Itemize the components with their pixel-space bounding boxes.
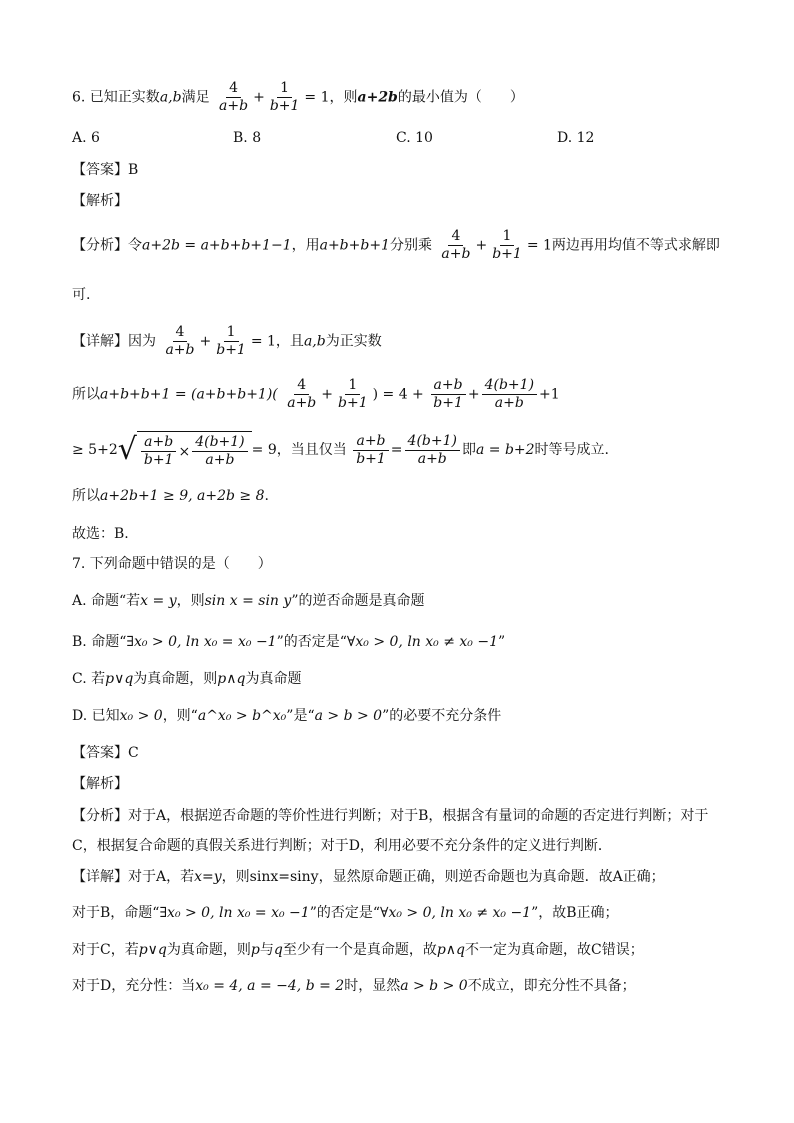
s2-pre: ≥ 5+2 (72, 442, 118, 458)
q7a-x: x = y (140, 593, 177, 609)
q7-option-d (72, 706, 501, 726)
xja-sin: sinx=siny (249, 869, 319, 885)
fenxi-frac-1: $\frac{4}{a+b}$ (441, 228, 471, 262)
xja-2: ，则 (221, 869, 250, 885)
xjc-3: 与 (259, 942, 274, 958)
xj-frac-1: $\frac{4}{a+b}$ (165, 324, 195, 358)
xj-frac-2: $\frac{1}{b+1}$ (216, 324, 246, 358)
s2-cond-pre: 即 (461, 442, 476, 458)
xiangjie-tag: 【详解】 (72, 333, 128, 350)
q7c-mid: 为真命题，则 (133, 671, 218, 687)
q7-option-a (72, 591, 424, 611)
xja-eq: x=y (194, 869, 222, 885)
q6-stem-post2: 的最小值为（ ） (397, 89, 524, 106)
s1-frac-3: $\frac{a+b}{b+1}$ (430, 377, 466, 412)
xj-text-1: 因为 (128, 333, 156, 350)
s3-expr: a+2b+1 ≥ 9, a+2b ≥ 8 (100, 488, 265, 504)
q7-stem: 7. 下列命题中错误的是（ ） (72, 556, 272, 572)
s1-frac-2: $\frac{1}{b+1}$ (338, 377, 368, 411)
s2-frac-1: $\frac{a+b}{b+1}$ (353, 433, 389, 468)
fenxi-text-3: 分别乘 (389, 237, 432, 254)
q7-option-b (72, 632, 505, 652)
xjc-1: 对于C，若 (72, 942, 139, 958)
q6-xiangjie (72, 324, 382, 359)
q7d-mid1: ，则“ (162, 708, 198, 724)
xjb-1: 对于B，命题“ (72, 905, 160, 921)
plus-sign: + (321, 386, 333, 403)
fenxi-continuation: 可. (72, 287, 91, 303)
q6-answer (72, 160, 138, 180)
q7c-post: 为真命题 (245, 671, 302, 687)
xjc-pand: p∧q (436, 942, 465, 958)
s1-lhs: a+b+b+1 = (a+b+b+1)( (100, 386, 278, 403)
xjc-5: 不一定为真命题，故C错误； (465, 942, 644, 958)
q7a-mid: ，则 (176, 593, 205, 609)
xjc-2: 为真命题，则 (166, 942, 251, 958)
xiangjie-tag: 【详解】 (72, 869, 128, 885)
q6-option-a: A. 6 (72, 130, 100, 146)
q6-vars: a,b (159, 89, 182, 106)
s2-eq9: = 9 (251, 442, 277, 458)
answer-tag: 【答案】 (72, 745, 128, 761)
q7d-mid2: ”是“ (286, 708, 315, 724)
xjc-p: p (250, 942, 260, 958)
q7b-mid: ”的否定是“ (276, 634, 347, 650)
xjb-3: ”，故B正确； (531, 905, 619, 921)
s2-cond: a = b+2 (475, 442, 535, 458)
q7c-pre: C. 若 (72, 671, 106, 687)
plus-sign: + (467, 386, 480, 403)
s2-frac-2: $\frac{4(b+1)}{a+b}$ (405, 433, 460, 468)
xj-text-2: = 1，且 (250, 333, 304, 350)
xjd-2: 时，显然 (344, 978, 401, 994)
q6-step-3 (72, 486, 269, 506)
q7b-post: ” (498, 634, 506, 650)
xjc-q: q (273, 942, 283, 958)
fenxi-expr: a+b+b+1 (319, 237, 390, 254)
q7d-pow: a^x₀ > b^x₀ (197, 708, 287, 724)
xj-text-3: 为正实数 (325, 333, 382, 350)
q7c-pand: p∧q (217, 671, 246, 687)
q7a-sin: sin x = sin y (204, 593, 292, 609)
fenxi-text-1: 令 (128, 237, 142, 254)
q7d-pre: D. 已知 (72, 708, 120, 724)
xja-3: ，显然原命题正确，则逆否命题也为真命题．故A正确； (318, 869, 665, 885)
s1-frac-1: $\frac{4}{a+b}$ (287, 377, 317, 411)
s1-mid: ) = 4 + (372, 386, 424, 403)
q6-stem (72, 80, 524, 115)
answer-value: B (128, 162, 139, 178)
q7-fenxi-2: C，根据复合命题的真假关系进行判断；对于D，利用必要不充分条件的定义进行判断． (72, 838, 612, 854)
fenxi-text-4: = 1两边再用均值不等式求解即 (526, 237, 720, 254)
q7-xiangjie-b (72, 903, 619, 923)
q7b-neg: ∀x₀ > 0, ln x₀ ≠ x₀ −1 (346, 634, 498, 650)
s3-end: . (264, 488, 269, 504)
xj-vars: a,b (303, 333, 326, 350)
q6-stem-post1: ，则 (329, 89, 358, 106)
xjd-1: 对于D，充分性：当 (72, 978, 196, 994)
q7c-por: p∨q (105, 671, 134, 687)
q6-frac-1: $\frac{4}{a+b}$ (219, 80, 249, 114)
fenxi-text: 对于A，根据逆否命题的等价性进行判断；对于B，根据含有量词的命题的否定进行判断；对于 (128, 808, 709, 824)
q6-option-b: B. 8 (233, 130, 262, 146)
q7-option-c (72, 669, 301, 689)
s2-end: 时等号成立. (534, 442, 609, 458)
sqrt-sign: √ $\frac{a+b}{b+1}$ × $\frac{4(b+1)}{a+b}$ (118, 431, 252, 469)
fenxi-tag: 【分析】 (72, 237, 128, 254)
fenxi-text-2: ，用 (291, 237, 320, 254)
q6-stem-text: 6. 已知正实数 (72, 89, 160, 106)
s2-eq: = (390, 442, 403, 458)
s2-mid: ，当且仅当 (276, 442, 347, 458)
q6-analysis-tag: 【解析】 (72, 193, 128, 209)
fenxi-tag: 【分析】 (72, 808, 128, 824)
xjc-4: 至少有一个是真命题，故 (282, 942, 437, 958)
q6-choose: 故选：B. (72, 526, 129, 542)
s3-pre: 所以 (72, 488, 100, 504)
q7-fenxi-1 (72, 806, 708, 826)
s1-frac-4: $\frac{4(b+1)}{a+b}$ (482, 377, 537, 412)
q7a-post: ”的逆否命题是真命题 (291, 593, 425, 609)
xjd-vals: x₀ = 4, a = −4, b = 2 (195, 978, 345, 994)
q6-eq: = 1 (304, 89, 330, 106)
q7d-post: ”的必要不充分条件 (382, 708, 502, 724)
answer-tag: 【答案】 (72, 162, 128, 178)
q7d-ab: a > b > 0 (314, 708, 383, 724)
xjd-ab: a > b > 0 (400, 978, 468, 994)
xjd-3: 不成立，即充分性不具备； (467, 978, 636, 994)
s1-end: +1 (539, 386, 560, 403)
q6-option-c: C. 10 (396, 130, 433, 146)
q7-answer (72, 743, 139, 763)
plus-sign: + (253, 89, 265, 106)
fenxi-eq: a+2b = a+b+b+1−1 (142, 237, 292, 254)
q7d-cond: x₀ > 0 (119, 708, 163, 724)
xjb-prop: ∃x₀ > 0, ln x₀ = x₀ −1 (159, 905, 310, 921)
plus-sign: + (475, 237, 488, 254)
q6-stem-mid: 满足 (181, 89, 210, 106)
q6-step-1 (72, 377, 560, 412)
q6-target: a+2b (357, 89, 398, 106)
xja-1: 对于A，若 (128, 869, 195, 885)
q6-fenxi (72, 228, 720, 263)
q7-xiangjie-c (72, 940, 644, 960)
xjb-neg: ∀x₀ > 0, ln x₀ ≠ x₀ −1 (380, 905, 532, 921)
plus-sign: + (199, 333, 212, 350)
q7b-prop: ∃x₀ > 0, ln x₀ = x₀ −1 (126, 634, 277, 650)
q6-option-d: D. 12 (557, 130, 595, 146)
q7-xiangjie-d (72, 976, 636, 996)
q7a-pre: A. 命题“若 (72, 593, 141, 609)
q7b-pre: B. 命题“ (72, 634, 127, 650)
answer-value: C (128, 745, 139, 761)
xjb-2: ”的否定是“ (309, 905, 381, 921)
q6-frac-2: $\frac{1}{b+1}$ (269, 80, 300, 114)
xjc-por: p∨q (138, 942, 167, 958)
s1-pre: 所以 (72, 386, 100, 403)
q6-step-2 (72, 431, 609, 469)
q7-analysis-tag: 【解析】 (72, 776, 128, 792)
q7-xiangjie-a (72, 867, 665, 887)
fenxi-frac-2: $\frac{1}{b+1}$ (492, 228, 522, 262)
